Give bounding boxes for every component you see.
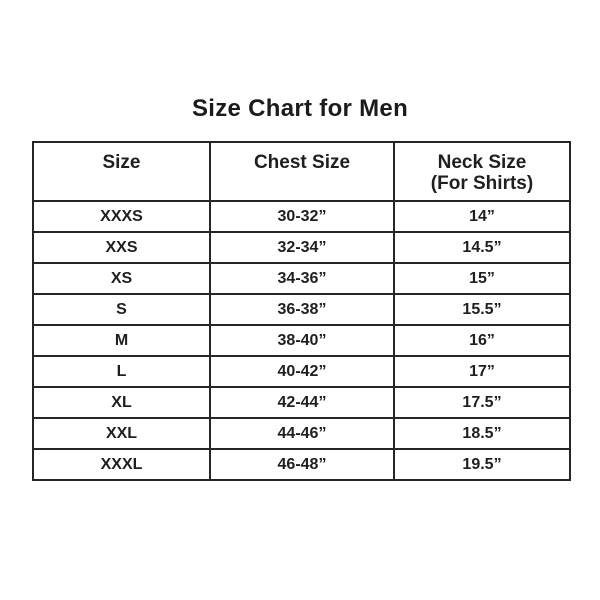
col-header-chest [210, 142, 394, 201]
chest-cell: 46-48” [210, 449, 394, 480]
size-cell: XXXS [33, 201, 210, 232]
neck-cell: 15.5” [394, 294, 570, 325]
chest-cell: 44-46” [210, 418, 394, 449]
chest-cell: 30-32” [210, 201, 394, 232]
size-cell: XXL [33, 418, 210, 449]
col-header-neck-line1: Neck Size [437, 152, 527, 173]
page-title: Size Chart for Men [191, 95, 409, 122]
neck-cell: 17” [394, 356, 570, 387]
neck-cell: 14” [394, 201, 570, 232]
col-header-neck-line2: (For Shirts) [430, 173, 534, 194]
size-cell: XL [33, 387, 210, 418]
table-row [33, 387, 570, 418]
chest-cell: 38-40” [210, 325, 394, 356]
size-cell: XXS [33, 232, 210, 263]
col-header-chest-label: Chest Size [253, 152, 351, 173]
size-chart-table [32, 141, 571, 481]
table-row [33, 325, 570, 356]
size-cell: L [33, 356, 210, 387]
chest-cell: 36-38” [210, 294, 394, 325]
chest-cell: 34-36” [210, 263, 394, 294]
table-row [33, 232, 570, 263]
neck-cell: 19.5” [394, 449, 570, 480]
neck-cell: 14.5” [394, 232, 570, 263]
neck-cell: 15” [394, 263, 570, 294]
neck-cell: 18.5” [394, 418, 570, 449]
neck-cell: 16” [394, 325, 570, 356]
size-cell: S [33, 294, 210, 325]
table-row [33, 449, 570, 480]
table-row [33, 263, 570, 294]
size-cell: M [33, 325, 210, 356]
table-row [33, 418, 570, 449]
neck-cell: 17.5” [394, 387, 570, 418]
chest-cell: 42-44” [210, 387, 394, 418]
col-header-neck [394, 142, 570, 201]
col-header-size-label: Size [102, 152, 141, 173]
chest-cell: 32-34” [210, 232, 394, 263]
size-cell: XS [33, 263, 210, 294]
header-row [33, 142, 570, 201]
size-cell: XXXL [33, 449, 210, 480]
col-header-size [33, 142, 210, 201]
chest-cell: 40-42” [210, 356, 394, 387]
table-row [33, 294, 570, 325]
table-row [33, 356, 570, 387]
table-row [33, 201, 570, 232]
